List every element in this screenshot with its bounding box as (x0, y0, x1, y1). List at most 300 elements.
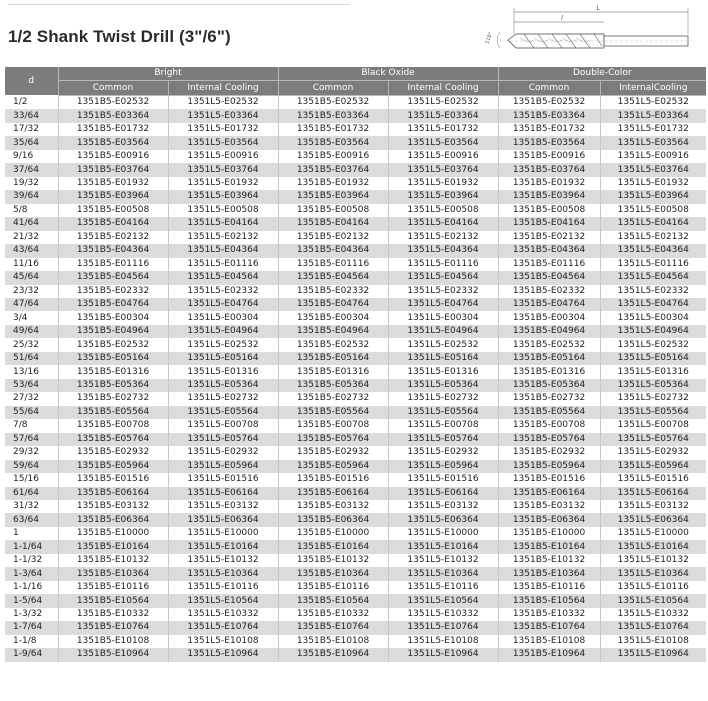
part-number-cell: 1351L5-E10000 (168, 527, 278, 540)
part-number-cell: 1351B5-E03964 (278, 190, 388, 203)
part-number-cell: 1351B5-E10000 (58, 527, 168, 540)
part-number-cell: 1351L5-E03132 (600, 500, 706, 513)
part-number-cell: 1351B5-E02132 (278, 231, 388, 244)
table-row (5, 190, 706, 203)
part-number-cell: 1351L5-E10108 (600, 635, 706, 648)
part-number-cell: 1351L5-E05364 (168, 379, 278, 392)
part-number-cell: 1351B5-E02732 (498, 392, 600, 405)
diameter-cell: 41/64 (5, 217, 58, 230)
header-group-row (5, 67, 706, 81)
part-number-cell: 1351L5-E01516 (388, 473, 498, 486)
table-row (5, 446, 706, 459)
part-number-cell: 1351B5-E06164 (278, 487, 388, 500)
part-number-cell: 1351L5-E03132 (168, 500, 278, 513)
subheader-black-oxide-internal-cooling: Internal Cooling (388, 81, 498, 95)
part-number-cell: 1351B5-E02332 (58, 285, 168, 298)
table-row (5, 379, 706, 392)
part-number-cell: 1351L5-E02332 (600, 285, 706, 298)
part-number-cell: 1351B5-E01732 (58, 123, 168, 136)
table-row (5, 594, 706, 607)
part-number-cell: 1351B5-E05964 (58, 460, 168, 473)
part-number-cell: 1351L5-E02532 (388, 338, 498, 351)
part-number-cell: 1351L5-E00708 (168, 419, 278, 432)
part-number-cell: 1351L5-E05764 (600, 433, 706, 446)
part-number-cell: 1351B5-E10964 (58, 648, 168, 661)
part-number-cell: 1351L5-E05764 (168, 433, 278, 446)
diameter-cell: 1-1/32 (5, 554, 58, 567)
part-number-cell: 1351B5-E10332 (58, 608, 168, 621)
part-number-cell: 1351B5-E06364 (58, 513, 168, 526)
part-number-cell: 1351B5-E00304 (58, 311, 168, 324)
table-row (5, 109, 706, 122)
part-number-cell: 1351B5-E03364 (278, 109, 388, 122)
part-number-cell: 1351L5-E00508 (600, 204, 706, 217)
diameter-cell: 1-3/32 (5, 608, 58, 621)
table-row (5, 217, 706, 230)
part-number-cell: 1351L5-E03132 (388, 500, 498, 513)
part-number-cell: 1351B5-E10164 (278, 540, 388, 553)
part-number-cell: 1351L5-E01932 (168, 177, 278, 190)
diameter-cell: 15/16 (5, 473, 58, 486)
part-number-cell: 1351L5-E03764 (600, 163, 706, 176)
part-number-cell: 1351L5-E02932 (168, 446, 278, 459)
part-number-cell: 1351B5-E10116 (498, 581, 600, 594)
part-number-cell: 1351B5-E05564 (278, 406, 388, 419)
top-divider (8, 4, 350, 5)
part-number-cell: 1351B5-E05564 (498, 406, 600, 419)
part-number-cell: 1351B5-E10332 (498, 608, 600, 621)
part-number-cell: 1351L5-E04564 (168, 271, 278, 284)
subheader-double-color-common: Common (498, 81, 600, 95)
part-number-cell: 1351L5-E00708 (600, 419, 706, 432)
part-number-cell: 1351L5-E04164 (600, 217, 706, 230)
diameter-cell: 55/64 (5, 406, 58, 419)
part-number-cell: 1351L5-E01116 (388, 258, 498, 271)
part-number-cell: 1351B5-E03964 (58, 190, 168, 203)
subheader-bright-common: Common (58, 81, 168, 95)
part-number-cell: 1351L5-E04964 (388, 325, 498, 338)
table-row (5, 150, 706, 163)
part-number-cell: 1351B5-E10000 (278, 527, 388, 540)
part-number-cell: 1351B5-E03364 (498, 109, 600, 122)
part-number-cell: 1351L5-E03564 (388, 136, 498, 149)
flute-length-label: l (561, 15, 563, 22)
part-number-cell: 1351B5-E03564 (278, 136, 388, 149)
part-number-cell: 1351B5-E10164 (58, 540, 168, 553)
part-number-cell: 1351B5-E04364 (498, 244, 600, 257)
part-number-cell: 1351B5-E10116 (278, 581, 388, 594)
part-number-cell: 1351B5-E03132 (498, 500, 600, 513)
part-number-cell: 1351B5-E10364 (58, 567, 168, 580)
part-number-cell: 1351B5-E05964 (278, 460, 388, 473)
part-number-cell: 1351L5-E02732 (168, 392, 278, 405)
part-number-cell: 1351B5-E02532 (58, 338, 168, 351)
table-row (5, 513, 706, 526)
table-row (5, 352, 706, 365)
part-number-cell: 1351B5-E04764 (498, 298, 600, 311)
part-number-cell: 1351B5-E04164 (498, 217, 600, 230)
diameter-cell: 1-1/16 (5, 581, 58, 594)
part-number-cell: 1351B5-E10764 (58, 621, 168, 634)
part-number-cell: 1351B5-E00916 (278, 150, 388, 163)
part-number-cell: 1351B5-E10964 (278, 648, 388, 661)
part-number-cell: 1351L5-E10332 (388, 608, 498, 621)
part-number-cell: 1351B5-E01316 (58, 365, 168, 378)
table-row (5, 406, 706, 419)
part-number-cell: 1351B5-E05764 (58, 433, 168, 446)
table-row (5, 392, 706, 405)
part-number-cell: 1351B5-E10164 (498, 540, 600, 553)
diameter-cell: 33/64 (5, 109, 58, 122)
part-number-cell: 1351L5-E02732 (600, 392, 706, 405)
table-row (5, 338, 706, 351)
part-number-cell: 1351L5-E10564 (168, 594, 278, 607)
part-number-cell: 1351L5-E10364 (600, 567, 706, 580)
part-number-cell: 1351L5-E03564 (600, 136, 706, 149)
table-row (5, 365, 706, 378)
header-group-bright: Bright (58, 67, 278, 81)
header-group-black-oxide: Black Oxide (278, 67, 498, 81)
diameter-cell: 1/2 (5, 95, 58, 109)
part-number-cell: 1351L5-E10364 (388, 567, 498, 580)
part-number-cell: 1351B5-E01732 (278, 123, 388, 136)
part-number-cell: 1351L5-E10164 (168, 540, 278, 553)
part-number-cell: 1351B5-E05764 (278, 433, 388, 446)
part-number-cell: 1351B5-E01732 (498, 123, 600, 136)
part-number-cell: 1351B5-E00916 (498, 150, 600, 163)
part-number-cell: 1351L5-E05964 (168, 460, 278, 473)
diameter-cell: 51/64 (5, 352, 58, 365)
part-number-cell: 1351L5-E06364 (168, 513, 278, 526)
part-number-cell: 1351L5-E06164 (388, 487, 498, 500)
part-number-cell: 1351L5-E02532 (168, 95, 278, 109)
part-number-cell: 1351L5-E10964 (168, 648, 278, 661)
part-number-cell: 1351L5-E06364 (388, 513, 498, 526)
diameter-cell: 1-1/8 (5, 635, 58, 648)
part-number-cell: 1351L5-E02532 (600, 95, 706, 109)
part-number-cell: 1351L5-E03564 (168, 136, 278, 149)
table-row (5, 204, 706, 217)
part-number-cell: 1351L5-E10000 (600, 527, 706, 540)
part-number-cell: 1351B5-E05964 (498, 460, 600, 473)
part-number-cell: 1351L5-E00304 (168, 311, 278, 324)
part-number-cell: 1351B5-E00708 (498, 419, 600, 432)
part-number-cell: 1351B5-E10564 (58, 594, 168, 607)
part-number-cell: 1351L5-E03964 (388, 190, 498, 203)
diameter-cell: 61/64 (5, 487, 58, 500)
part-number-cell: 1351B5-E03132 (278, 500, 388, 513)
part-number-cell: 1351B5-E03764 (498, 163, 600, 176)
table-row (5, 527, 706, 540)
part-number-cell: 1351B5-E04164 (278, 217, 388, 230)
part-number-cell: 1351B5-E00708 (278, 419, 388, 432)
part-number-cell: 1351L5-E00708 (388, 419, 498, 432)
diameter-cell: 39/64 (5, 190, 58, 203)
table-row (5, 298, 706, 311)
part-number-cell: 1351B5-E01932 (498, 177, 600, 190)
part-number-cell: 1351L5-E00304 (388, 311, 498, 324)
part-number-cell: 1351L5-E00916 (388, 150, 498, 163)
diameter-cell: 57/64 (5, 433, 58, 446)
part-number-cell: 1351L5-E02732 (388, 392, 498, 405)
table-row (5, 460, 706, 473)
part-number-cell: 1351B5-E02532 (278, 338, 388, 351)
part-number-cell: 1351L5-E10108 (388, 635, 498, 648)
table-row (5, 177, 706, 190)
part-number-cell: 1351B5-E01316 (498, 365, 600, 378)
part-number-cell: 1351B5-E01316 (278, 365, 388, 378)
part-number-cell: 1351B5-E02532 (58, 95, 168, 109)
diameter-cell: 5/8 (5, 204, 58, 217)
part-number-cell: 1351B5-E03564 (498, 136, 600, 149)
part-number-cell: 1351L5-E04564 (600, 271, 706, 284)
part-number-cell: 1351L5-E04364 (600, 244, 706, 257)
table-row (5, 285, 706, 298)
part-number-cell: 1351B5-E00304 (498, 311, 600, 324)
diameter-cell: 9/16 (5, 150, 58, 163)
table-row (5, 271, 706, 284)
part-number-cell: 1351L5-E02932 (388, 446, 498, 459)
part-number-cell: 1351L5-E02132 (168, 231, 278, 244)
part-number-cell: 1351B5-E02132 (498, 231, 600, 244)
part-number-cell: 1351L5-E00508 (388, 204, 498, 217)
part-number-cell: 1351B5-E10332 (278, 608, 388, 621)
part-number-cell: 1351L5-E10108 (168, 635, 278, 648)
diameter-cell: 35/64 (5, 136, 58, 149)
part-number-cell: 1351L5-E06164 (600, 487, 706, 500)
part-number-cell: 1351B5-E04164 (58, 217, 168, 230)
diameter-cell: 1 (5, 527, 58, 540)
part-number-cell: 1351L5-E02132 (600, 231, 706, 244)
table-row (5, 244, 706, 257)
part-number-cell: 1351L5-E05364 (600, 379, 706, 392)
table-row (5, 500, 706, 513)
part-number-cell: 1351L5-E00304 (600, 311, 706, 324)
part-number-cell: 1351L5-E01316 (388, 365, 498, 378)
part-number-cell: 1351L5-E10964 (600, 648, 706, 661)
part-number-cell: 1351L5-E05164 (388, 352, 498, 365)
part-number-cell: 1351L5-E01732 (600, 123, 706, 136)
part-number-cell: 1351L5-E02332 (168, 285, 278, 298)
table-row (5, 621, 706, 634)
part-number-cell: 1351L5-E06364 (600, 513, 706, 526)
part-number-cell: 1351L5-E10764 (600, 621, 706, 634)
part-number-cell: 1351B5-E01116 (58, 258, 168, 271)
part-number-cell: 1351L5-E00508 (168, 204, 278, 217)
diameter-cell: 7/8 (5, 419, 58, 432)
part-number-cell: 1351B5-E01116 (278, 258, 388, 271)
table-row (5, 608, 706, 621)
part-number-cell: 1351L5-E05164 (168, 352, 278, 365)
part-number-cell: 1351B5-E02532 (498, 95, 600, 109)
drill-spec-table (5, 67, 706, 662)
part-number-cell: 1351B5-E04564 (498, 271, 600, 284)
part-number-cell: 1351L5-E10564 (600, 594, 706, 607)
part-number-cell: 1351B5-E10564 (278, 594, 388, 607)
part-number-cell: 1351B5-E04764 (58, 298, 168, 311)
part-number-cell: 1351L5-E04764 (600, 298, 706, 311)
part-number-cell: 1351B5-E10132 (498, 554, 600, 567)
part-number-cell: 1351L5-E04764 (388, 298, 498, 311)
part-number-cell: 1351B5-E01516 (58, 473, 168, 486)
diameter-cell: 1-7/64 (5, 621, 58, 634)
part-number-cell: 1351L5-E01316 (168, 365, 278, 378)
part-number-cell: 1351B5-E02932 (278, 446, 388, 459)
table-row (5, 123, 706, 136)
table-row (5, 554, 706, 567)
part-number-cell: 1351L5-E10116 (600, 581, 706, 594)
part-number-cell: 1351L5-E01516 (600, 473, 706, 486)
part-number-cell: 1351B5-E10108 (498, 635, 600, 648)
part-number-cell: 1351L5-E05564 (168, 406, 278, 419)
part-number-cell: 1351B5-E01116 (498, 258, 600, 271)
part-number-cell: 1351B5-E10364 (278, 567, 388, 580)
part-number-cell: 1351B5-E05164 (58, 352, 168, 365)
diameter-cell: 1-9/64 (5, 648, 58, 661)
part-number-cell: 1351B5-E00508 (278, 204, 388, 217)
part-number-cell: 1351B5-E02732 (58, 392, 168, 405)
point-angle-label: 118° (484, 31, 495, 45)
diameter-cell: 1-5/64 (5, 594, 58, 607)
part-number-cell: 1351L5-E01116 (168, 258, 278, 271)
table-row (5, 95, 706, 109)
part-number-cell: 1351L5-E10116 (388, 581, 498, 594)
table-row (5, 325, 706, 338)
diameter-cell: 25/32 (5, 338, 58, 351)
diameter-cell: 63/64 (5, 513, 58, 526)
part-number-cell: 1351L5-E00916 (600, 150, 706, 163)
part-number-cell: 1351B5-E10364 (498, 567, 600, 580)
part-number-cell: 1351L5-E01932 (388, 177, 498, 190)
part-number-cell: 1351B5-E02332 (498, 285, 600, 298)
part-number-cell: 1351L5-E05764 (388, 433, 498, 446)
diameter-cell: 37/64 (5, 163, 58, 176)
part-number-cell: 1351B5-E00304 (278, 311, 388, 324)
diameter-cell: 27/32 (5, 392, 58, 405)
part-number-cell: 1351B5-E06364 (278, 513, 388, 526)
part-number-cell: 1351L5-E04364 (168, 244, 278, 257)
part-number-cell: 1351L5-E04964 (600, 325, 706, 338)
part-number-cell: 1351B5-E05764 (498, 433, 600, 446)
part-number-cell: 1351B5-E10964 (498, 648, 600, 661)
page-title: 1/2 Shank Twist Drill (3"/6") (8, 27, 231, 46)
part-number-cell: 1351B5-E02932 (58, 446, 168, 459)
part-number-cell: 1351L5-E03964 (600, 190, 706, 203)
part-number-cell: 1351B5-E03364 (58, 109, 168, 122)
diameter-cell: 29/32 (5, 446, 58, 459)
part-number-cell: 1351L5-E03364 (168, 109, 278, 122)
part-number-cell: 1351L5-E10132 (168, 554, 278, 567)
part-number-cell: 1351L5-E01732 (388, 123, 498, 136)
part-number-cell: 1351L5-E01732 (168, 123, 278, 136)
part-number-cell: 1351B5-E06164 (498, 487, 600, 500)
table-row (5, 136, 706, 149)
table-row (5, 231, 706, 244)
part-number-cell: 1351B5-E04364 (58, 244, 168, 257)
table-row (5, 473, 706, 486)
part-number-cell: 1351B5-E05364 (58, 379, 168, 392)
diameter-cell: 53/64 (5, 379, 58, 392)
part-number-cell: 1351L5-E10116 (168, 581, 278, 594)
diameter-cell: 1-1/64 (5, 540, 58, 553)
part-number-cell: 1351B5-E01932 (278, 177, 388, 190)
table-row (5, 419, 706, 432)
diameter-cell: 19/32 (5, 177, 58, 190)
part-number-cell: 1351B5-E00508 (498, 204, 600, 217)
part-number-cell: 1351B5-E03132 (58, 500, 168, 513)
part-number-cell: 1351L5-E00916 (168, 150, 278, 163)
diameter-cell: 43/64 (5, 244, 58, 257)
part-number-cell: 1351B5-E00708 (58, 419, 168, 432)
part-number-cell: 1351B5-E10764 (498, 621, 600, 634)
part-number-cell: 1351L5-E04964 (168, 325, 278, 338)
part-number-cell: 1351L5-E03364 (600, 109, 706, 122)
part-number-cell: 1351L5-E05564 (388, 406, 498, 419)
part-number-cell: 1351B5-E04964 (278, 325, 388, 338)
header-sub-row (5, 81, 706, 95)
part-number-cell: 1351B5-E10564 (498, 594, 600, 607)
part-number-cell: 1351B5-E03764 (58, 163, 168, 176)
part-number-cell: 1351L5-E10564 (388, 594, 498, 607)
part-number-cell: 1351L5-E02932 (600, 446, 706, 459)
subheader-double-color-internal-cooling: InternalCooling (600, 81, 706, 95)
part-number-cell: 1351B5-E02332 (278, 285, 388, 298)
part-number-cell: 1351B5-E02132 (58, 231, 168, 244)
part-number-cell: 1351L5-E01516 (168, 473, 278, 486)
part-number-cell: 1351B5-E10764 (278, 621, 388, 634)
table-row (5, 540, 706, 553)
part-number-cell: 1351B5-E03564 (58, 136, 168, 149)
part-number-cell: 1351L5-E02332 (388, 285, 498, 298)
diameter-cell: 21/32 (5, 231, 58, 244)
part-number-cell: 1351L5-E04364 (388, 244, 498, 257)
part-number-cell: 1351B5-E02532 (498, 338, 600, 351)
part-number-cell: 1351B5-E10108 (278, 635, 388, 648)
part-number-cell: 1351L5-E01116 (600, 258, 706, 271)
part-number-cell: 1351L5-E05964 (600, 460, 706, 473)
part-number-cell: 1351B5-E04764 (278, 298, 388, 311)
table-row (5, 258, 706, 271)
diameter-cell: 59/64 (5, 460, 58, 473)
part-number-cell: 1351L5-E01932 (600, 177, 706, 190)
part-number-cell: 1351L5-E10164 (388, 540, 498, 553)
diameter-cell: 17/32 (5, 123, 58, 136)
part-number-cell: 1351B5-E04364 (278, 244, 388, 257)
subheader-black-oxide-common: Common (278, 81, 388, 95)
part-number-cell: 1351L5-E02532 (388, 95, 498, 109)
diameter-cell: 47/64 (5, 298, 58, 311)
part-number-cell: 1351L5-E10332 (600, 608, 706, 621)
part-number-cell: 1351B5-E06364 (498, 513, 600, 526)
part-number-cell: 1351L5-E10964 (388, 648, 498, 661)
part-number-cell: 1351B5-E01932 (58, 177, 168, 190)
part-number-cell: 1351L5-E10764 (168, 621, 278, 634)
part-number-cell: 1351B5-E10108 (58, 635, 168, 648)
part-number-cell: 1351B5-E03764 (278, 163, 388, 176)
part-number-cell: 1351B5-E06164 (58, 487, 168, 500)
drill-dimension-diagram (476, 4, 702, 62)
part-number-cell: 1351L5-E02532 (600, 338, 706, 351)
part-number-cell: 1351L5-E02532 (168, 338, 278, 351)
part-number-cell: 1351L5-E05364 (388, 379, 498, 392)
table-row (5, 567, 706, 580)
part-number-cell: 1351L5-E02132 (388, 231, 498, 244)
part-number-cell: 1351L5-E10132 (600, 554, 706, 567)
part-number-cell: 1351B5-E04564 (278, 271, 388, 284)
part-number-cell: 1351L5-E10132 (388, 554, 498, 567)
part-number-cell: 1351B5-E02532 (278, 95, 388, 109)
part-number-cell: 1351L5-E06164 (168, 487, 278, 500)
